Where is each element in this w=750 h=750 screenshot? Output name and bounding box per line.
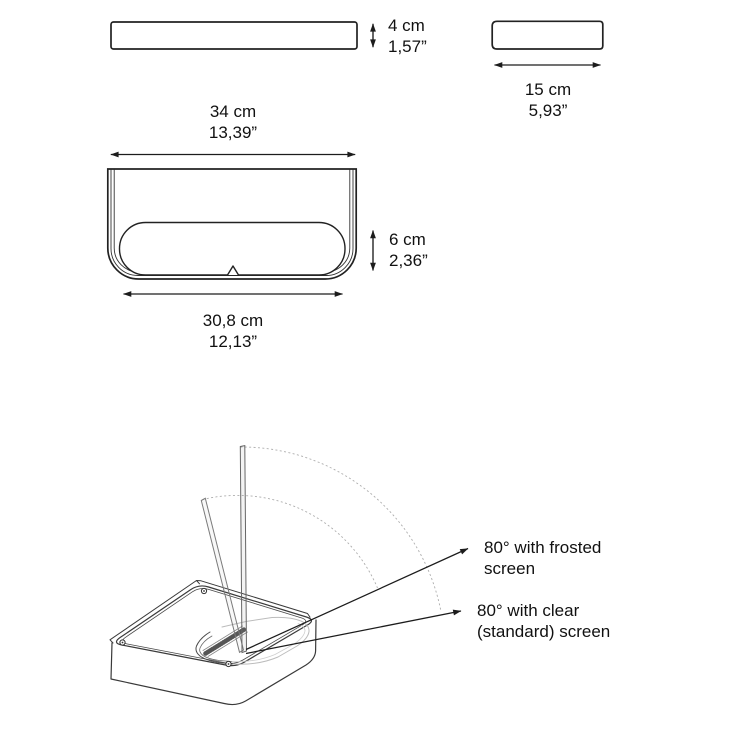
annotation-line: (standard) screen	[477, 622, 611, 641]
rotation-base	[110, 581, 316, 705]
rotation-arc-inner	[203, 495, 378, 588]
annotation-clear-screen	[477, 600, 610, 642]
dimension-value-inches: 1,57”	[388, 37, 427, 56]
annotation-frosted-screen	[484, 537, 601, 579]
dimension-label-width	[133, 101, 333, 143]
side-view-outline	[492, 21, 603, 49]
rotation-arc-outer	[240, 447, 441, 612]
front-view-outline	[108, 169, 356, 279]
dimension-value-cm: 34 cm	[209, 102, 257, 121]
dimension-value-inches: 12,13”	[208, 332, 258, 351]
annotation-line: 80° with clear	[477, 601, 580, 620]
dimension-value-inches: 2,36”	[389, 251, 428, 270]
dimension-value-cm: 30,8 cm	[202, 311, 264, 330]
dimension-value-inches: 5,93”	[528, 101, 568, 120]
dimension-label-inner-width	[133, 310, 333, 352]
dimension-value-cm: 4 cm	[388, 16, 425, 35]
annotation-line: 80° with frosted	[484, 538, 602, 557]
dimension-value-cm: 15 cm	[524, 80, 572, 99]
annotation-line: screen	[484, 559, 536, 578]
dimension-label-depth	[493, 79, 603, 121]
leader-arrow-frosted	[246, 549, 468, 650]
dimension-value-cm: 6 cm	[389, 230, 426, 249]
dimension-label-thickness	[388, 15, 427, 57]
dimension-value-inches: 13,39”	[208, 123, 258, 142]
dimension-label-height	[389, 229, 428, 271]
top-view-outline	[111, 22, 357, 49]
